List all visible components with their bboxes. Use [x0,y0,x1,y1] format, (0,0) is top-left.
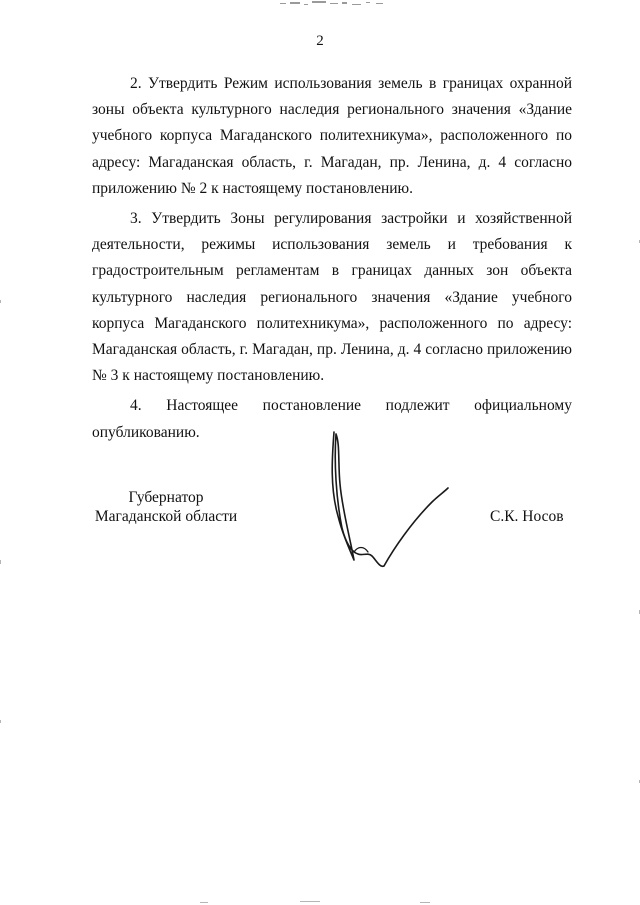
signatory-title-line-1: Губернатор [128,489,204,506]
paragraph-4: 4. Настоящее постановление подлежит официальному опубликованию. [92,397,572,441]
page-number: 2 [316,33,324,49]
signatory-title [86,488,246,526]
paragraph-2: 2. Утвердить Режим использования земель в границах охранной зоны объекта культурного наследия регионального значения «Здание учебного корпуса Магаданского политехникума», расположенного по адресу: Магаданская область, г. Магадан, пр. Ленина, д. 4 согласно приложению № 2 к настоящему постановлению. [92,75,572,197]
signatory-title-line-2: Магаданской области [94,508,238,525]
signatory-name: С.К. Носов [490,508,564,525]
scan-artifact [270,0,410,10]
document-body [92,71,572,450]
paragraph-3: 3. Утвердить Зоны регулирования застройки и хозяйственной деятельности, режимы использования земель и требования к градостроительным регламентам в границах данных зон объекта культурного наследия регионального значения «Здание учебного корпуса Магаданского политехникума», расположенного по адресу: Магаданская область, г. Магадан, пр. Ленина, д. 4 согласно приложению № 3 к настоящему постановлению. [92,210,572,385]
handwritten-signature [320,428,460,578]
